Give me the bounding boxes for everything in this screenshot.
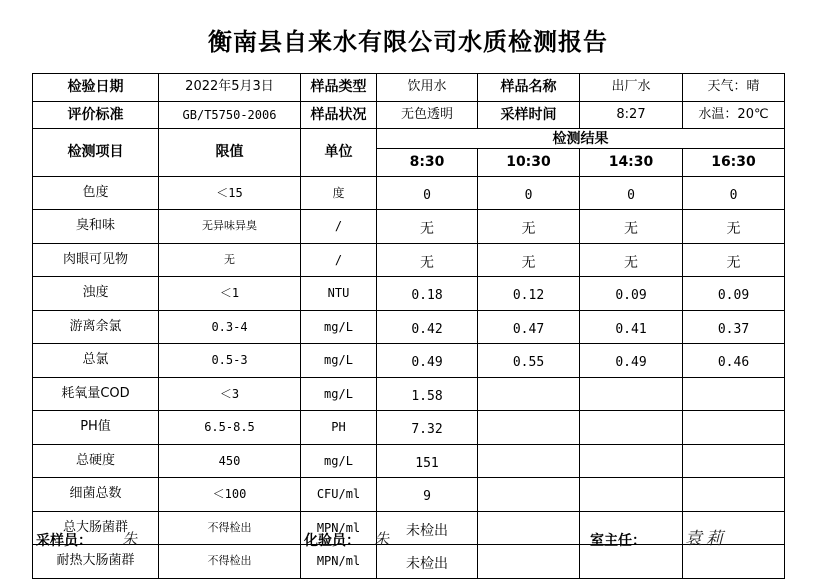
label-standard: 评价标准 — [33, 101, 159, 129]
row-unit: mg/L — [301, 310, 377, 344]
row-item: 肉眼可见物 — [33, 243, 159, 277]
row-item: 浊度 — [33, 277, 159, 311]
result-cell: 0.49 — [377, 344, 478, 378]
row-unit: PH — [301, 411, 377, 445]
result-cell: 9 — [377, 478, 478, 512]
value-standard: GB/T5750-2006 — [159, 101, 301, 129]
director-signature: 袁莉 — [685, 529, 727, 549]
tester-signature: 朱 — [374, 530, 390, 548]
row-limit: 450 — [159, 444, 301, 478]
row-item: 细菌总数 — [33, 478, 159, 512]
row-unit: MPN/ml — [301, 545, 377, 579]
table-row — [33, 243, 785, 277]
result-cell — [580, 377, 683, 411]
result-cell: 无 — [683, 243, 785, 277]
label-sample-name: 样品名称 — [478, 74, 580, 102]
result-cell — [683, 377, 785, 411]
result-cell: 无 — [478, 210, 580, 244]
result-cell: 0.37 — [683, 310, 785, 344]
value-water-temp: 水温：20℃ — [683, 101, 785, 129]
result-cell: 0.41 — [580, 310, 683, 344]
row-item: 耗氧量COD — [33, 377, 159, 411]
col-results-header: 检测结果 — [377, 129, 785, 149]
col-limit-header: 限值 — [159, 129, 301, 177]
result-cell — [478, 511, 580, 545]
value-sampling-time: 8:27 — [580, 101, 683, 129]
result-cell — [683, 411, 785, 445]
row-limit: ＜3 — [159, 377, 301, 411]
table-row — [33, 511, 785, 545]
col-unit-header: 单位 — [301, 129, 377, 177]
col-item-header: 检测项目 — [33, 129, 159, 177]
row-item: 耐热大肠菌群 — [33, 545, 159, 579]
result-cell: 0.12 — [478, 277, 580, 311]
time-header-2: 10:30 — [478, 149, 580, 177]
row-limit: 无 — [159, 243, 301, 277]
value-sample-condition: 无色透明 — [377, 101, 478, 129]
table-row — [33, 478, 785, 512]
table-row — [33, 344, 785, 378]
table-row — [33, 545, 785, 579]
result-cell: 无 — [377, 210, 478, 244]
row-unit: mg/L — [301, 344, 377, 378]
result-cell: 无 — [580, 243, 683, 277]
sampler-signature: 朱 — [122, 530, 138, 548]
label-sample-condition: 样品状况 — [301, 101, 377, 129]
result-cell: 151 — [377, 444, 478, 478]
result-cell: 0.47 — [478, 310, 580, 344]
result-cell — [683, 478, 785, 512]
result-cell: 0.09 — [580, 277, 683, 311]
row-limit: 0.3-4 — [159, 310, 301, 344]
result-cell — [580, 411, 683, 445]
result-cell: 0.49 — [580, 344, 683, 378]
row-unit: CFU/ml — [301, 478, 377, 512]
result-cell: 0 — [580, 176, 683, 210]
sampler-label: 采样员： — [36, 533, 92, 549]
table-row — [33, 176, 785, 210]
row-item: 总氯 — [33, 344, 159, 378]
result-cell: 0.55 — [478, 344, 580, 378]
result-cell — [683, 545, 785, 579]
table-row — [33, 411, 785, 445]
result-cell — [478, 444, 580, 478]
director-label: 室主任： — [590, 533, 646, 549]
result-cell: 无 — [580, 210, 683, 244]
row-limit: 不得检出 — [159, 545, 301, 579]
label-sample-type: 样品类型 — [301, 74, 377, 102]
table-row — [33, 377, 785, 411]
result-cell: 未检出 — [377, 545, 478, 579]
result-cell: 无 — [377, 243, 478, 277]
row-unit: / — [301, 210, 377, 244]
row-limit: 0.5-3 — [159, 344, 301, 378]
result-cell: 0.42 — [377, 310, 478, 344]
table-row — [33, 210, 785, 244]
row-item: 臭和味 — [33, 210, 159, 244]
time-header-4: 16:30 — [683, 149, 785, 177]
table-row — [33, 310, 785, 344]
result-cell — [478, 478, 580, 512]
label-inspection-date: 检验日期 — [33, 74, 159, 102]
time-header-1: 8:30 — [377, 149, 478, 177]
tester-label: 化验员： — [304, 533, 360, 549]
row-limit: 不得检出 — [159, 511, 301, 545]
row-unit: / — [301, 243, 377, 277]
result-cell — [478, 377, 580, 411]
header-row-1 — [33, 74, 785, 102]
result-cell — [580, 444, 683, 478]
row-unit: mg/L — [301, 444, 377, 478]
row-unit: mg/L — [301, 377, 377, 411]
table-row — [33, 444, 785, 478]
result-cell: 1.58 — [377, 377, 478, 411]
result-cell: 0 — [683, 176, 785, 210]
result-cell: 7.32 — [377, 411, 478, 445]
result-cell: 0.18 — [377, 277, 478, 311]
row-item: 色度 — [33, 176, 159, 210]
result-cell — [478, 545, 580, 579]
value-weather: 天气：晴 — [683, 74, 785, 102]
report-title: 衡南县自来水有限公司水质检测报告 — [208, 28, 608, 56]
label-sampling-time: 采样时间 — [478, 101, 580, 129]
row-item: PH值 — [33, 411, 159, 445]
result-cell — [580, 478, 683, 512]
column-header-row — [33, 129, 785, 149]
row-item: 游离余氯 — [33, 310, 159, 344]
value-sample-name: 出厂水 — [580, 74, 683, 102]
row-unit: 度 — [301, 176, 377, 210]
result-cell — [478, 411, 580, 445]
result-cell: 未检出 — [377, 511, 478, 545]
result-cell: 无 — [478, 243, 580, 277]
result-cell: 0.46 — [683, 344, 785, 378]
result-cell: 0.09 — [683, 277, 785, 311]
result-cell: 0 — [478, 176, 580, 210]
row-limit: ＜15 — [159, 176, 301, 210]
result-cell: 无 — [683, 210, 785, 244]
report-table — [32, 73, 785, 579]
time-header-3: 14:30 — [580, 149, 683, 177]
row-limit: ＜100 — [159, 478, 301, 512]
row-item: 总硬度 — [33, 444, 159, 478]
row-unit: MPN/ml — [301, 511, 377, 545]
result-cell: 0 — [377, 176, 478, 210]
row-item: 总大肠菌群 — [33, 511, 159, 545]
value-inspection-date: 2022年5月3日 — [159, 74, 301, 102]
result-cell — [683, 444, 785, 478]
row-unit: NTU — [301, 277, 377, 311]
row-limit: 无异味异臭 — [159, 210, 301, 244]
header-row-2 — [33, 101, 785, 129]
row-limit: ＜1 — [159, 277, 301, 311]
table-row — [33, 277, 785, 311]
row-limit: 6.5-8.5 — [159, 411, 301, 445]
value-sample-type: 饮用水 — [377, 74, 478, 102]
